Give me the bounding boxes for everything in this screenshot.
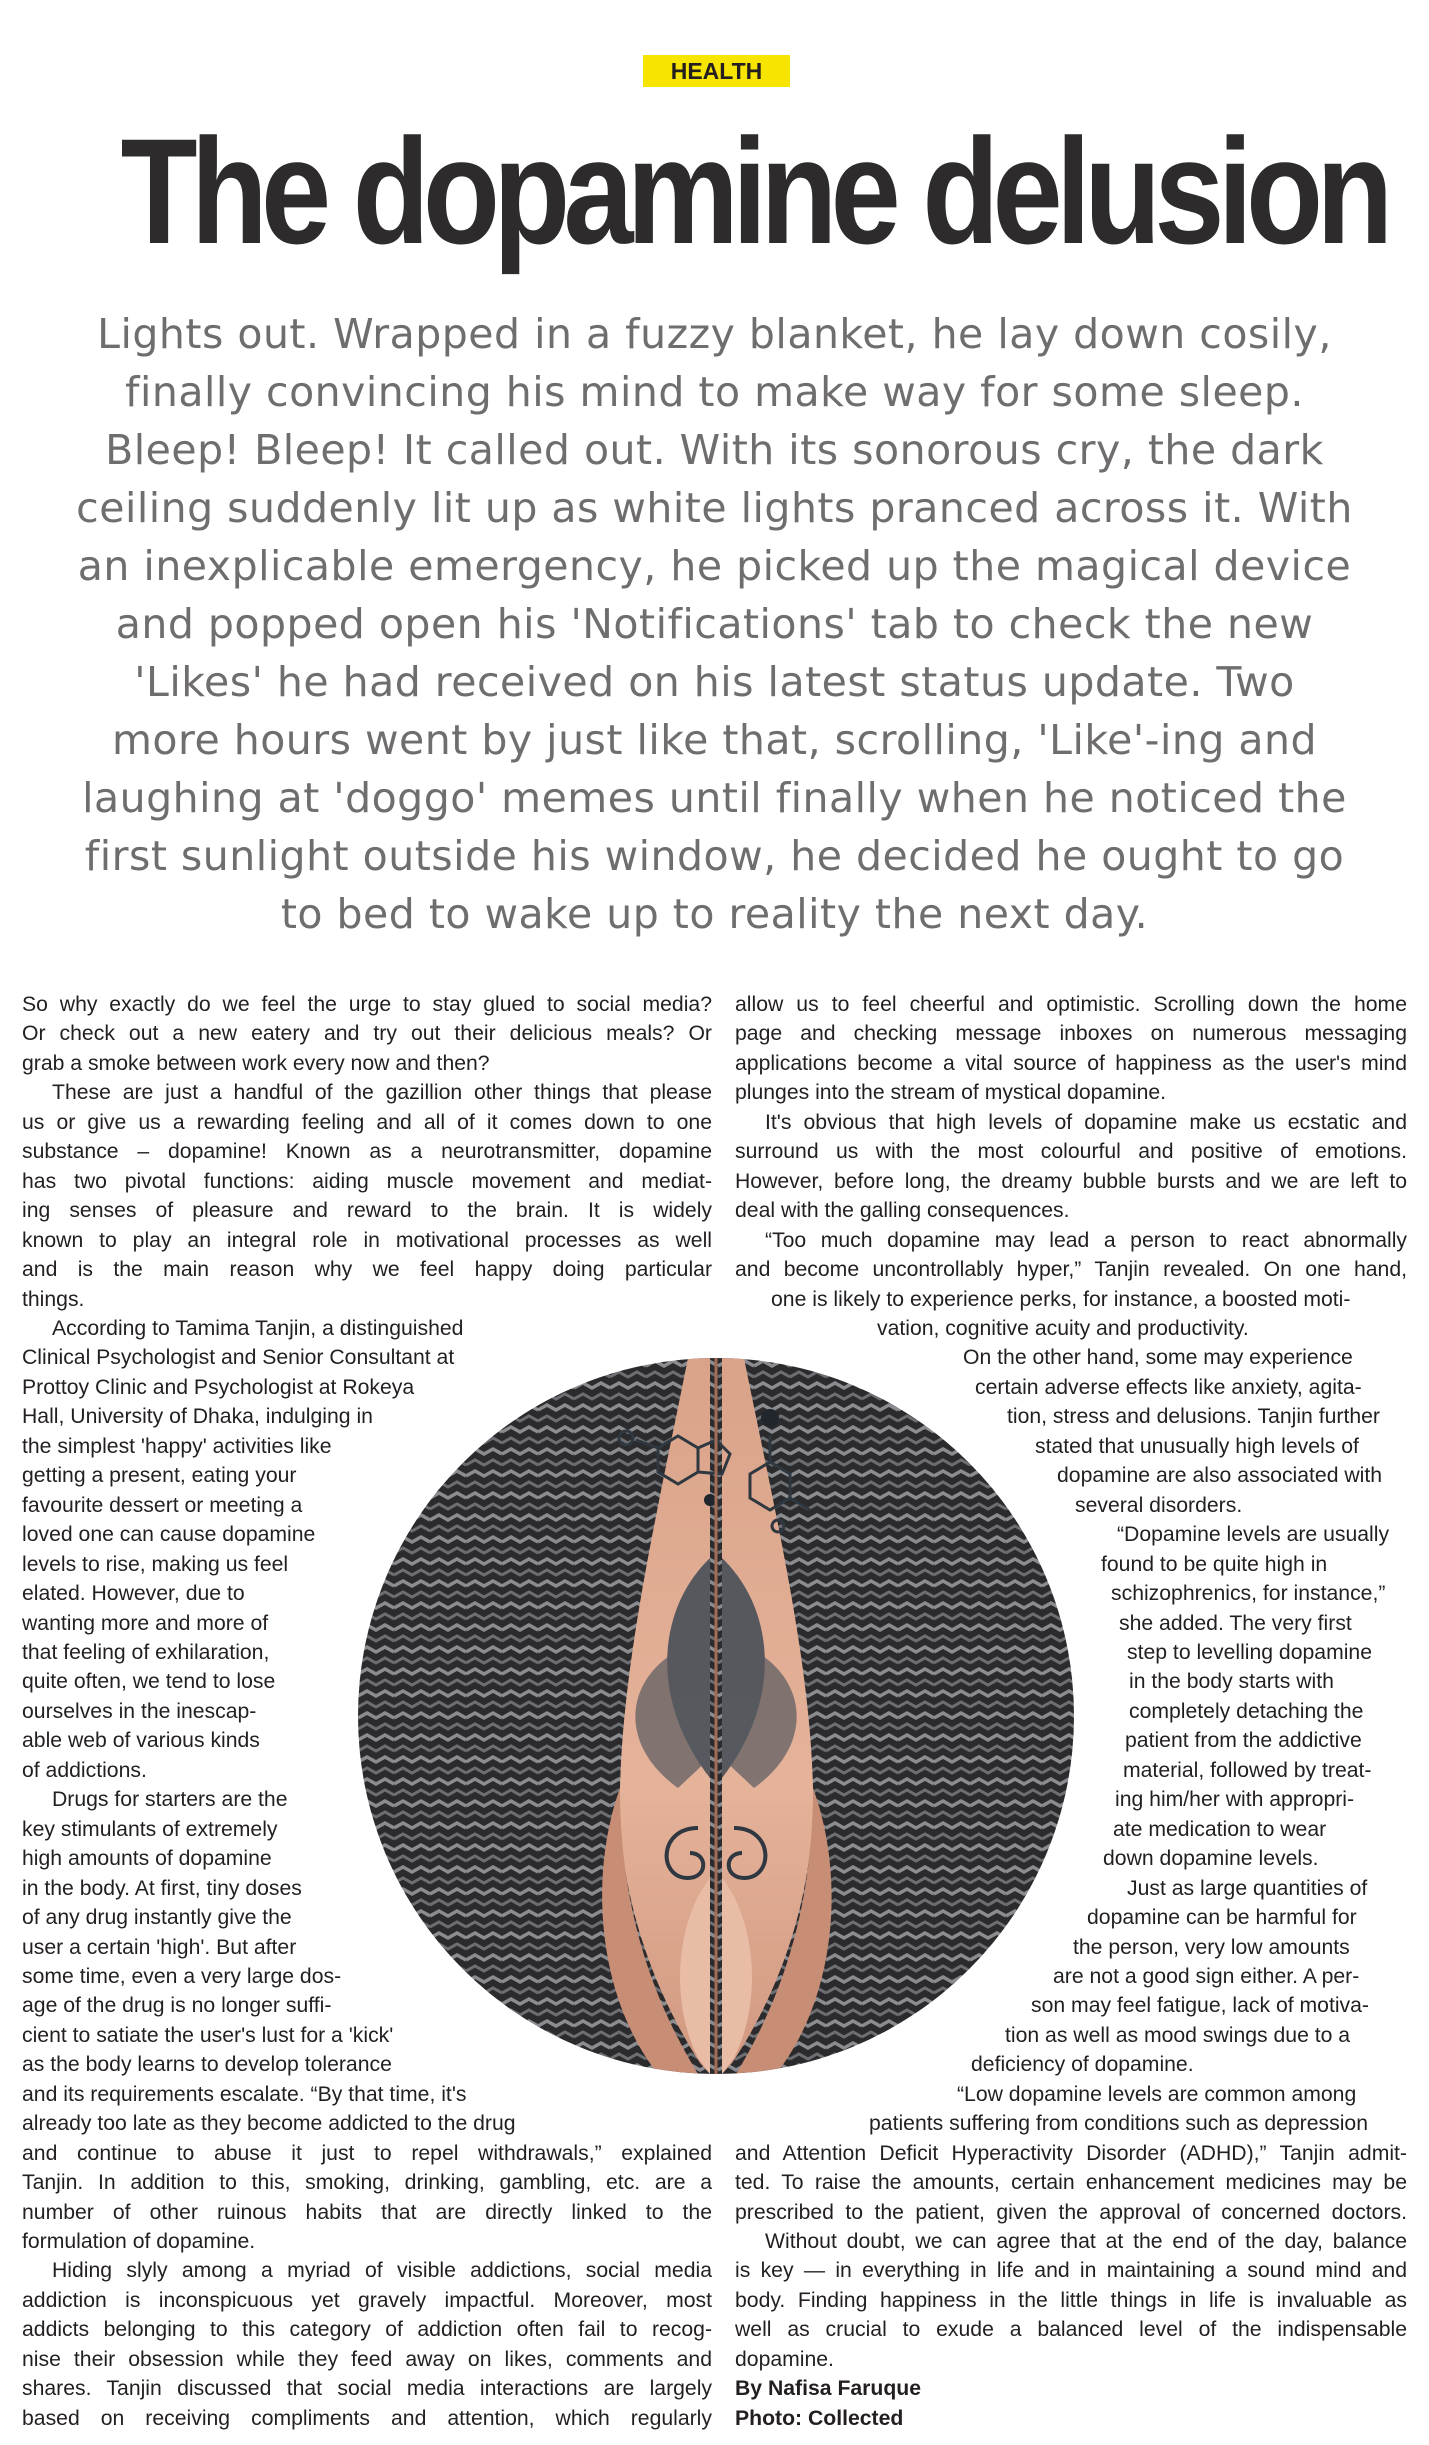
- body-line: she added. The very first: [1119, 1611, 1352, 1635]
- body-line: that feeling of exhilaration,: [22, 1640, 270, 1664]
- body-line: son may feel fatigue, lack of motiva-: [1031, 1994, 1369, 2018]
- body-line: the simplest 'happy' activities like: [22, 1434, 332, 1458]
- byline: By Nafisa Faruque: [735, 2377, 922, 2401]
- body-line: and continue to abuse it just to repel withdrawals,” explained: [22, 2141, 712, 2165]
- body-line: “Low dopamine levels are common among: [957, 2082, 1357, 2106]
- right-column: [735, 990, 1407, 2433]
- intro-line: 'Likes' he had received on his latest status update. Two: [134, 658, 1295, 706]
- body-line: known to play an integral role in motivational processes as well: [22, 1228, 712, 1252]
- intro-line: ceiling suddenly lit up as white lights pranced across it. With: [76, 484, 1353, 532]
- body-line: step to levelling dopamine: [1127, 1640, 1372, 1664]
- body-line: vation, cognitive acuity and productivity.: [877, 1316, 1249, 1340]
- body-line: These are just a handful of the gazillion other things that please: [52, 1081, 712, 1105]
- body-line: key stimulants of extremely: [22, 1817, 278, 1841]
- body-line: page and checking message inboxes on numerous messaging: [735, 1022, 1407, 1046]
- body-line: It's obvious that high levels of dopamine make us ecstatic and: [765, 1110, 1407, 1134]
- body-line: and its requirements escalate. “By that time, it's: [22, 2082, 467, 2106]
- body-line: the person, very low amounts: [1073, 1935, 1350, 1959]
- body-line: wanting more and more of: [22, 1611, 269, 1635]
- body-line: high amounts of dopamine: [22, 1847, 272, 1871]
- body-line: material, followed by treat-: [1123, 1758, 1372, 1782]
- body-line: deal with the galling consequences.: [735, 1199, 1070, 1223]
- body-line: Tanjin. In addition to this, smoking, drinking, gambling, etc. are a: [22, 2171, 712, 2195]
- body-line: plunges into the stream of mystical dopamine.: [735, 1081, 1167, 1105]
- body-line: getting a present, eating your: [22, 1464, 297, 1488]
- body-line: and Attention Deficit Hyperactivity Disorder (ADHD),” Tanjin admit-: [735, 2141, 1407, 2165]
- body-line: Hall, University of Dhaka, indulging in: [22, 1405, 373, 1429]
- body-line: are not a good sign either. A per-: [1053, 1964, 1360, 1988]
- body-line: schizophrenics, for instance,”: [1111, 1582, 1386, 1606]
- body-line: “Dopamine levels are usually: [1117, 1523, 1390, 1547]
- body-line: some time, even a very large dos-: [22, 1964, 342, 1988]
- body-line: dopamine are also associated with: [1057, 1464, 1383, 1488]
- body-line: deficiency of dopamine.: [971, 2053, 1194, 2077]
- body-line: addicts belonging to this category of addiction often fail to recog-: [22, 2318, 712, 2342]
- body-line: shares. Tanjin discussed that social media interactions are largely: [22, 2377, 712, 2401]
- intro-line: laughing at 'doggo' memes until finally when he noticed the: [82, 774, 1347, 822]
- body-line: addiction is inconspicuous yet gravely impactful. Moreover, most: [22, 2288, 712, 2312]
- body-line: stated that unusually high levels of: [1035, 1434, 1359, 1458]
- body-line: ate medication to wear: [1113, 1817, 1327, 1841]
- body-line: of any drug instantly give the: [22, 1906, 292, 1930]
- body-line: in the body starts with: [1129, 1670, 1334, 1694]
- body-line: things.: [22, 1287, 85, 1311]
- body-line: formulation of dopamine.: [22, 2230, 256, 2254]
- intro-line: and popped open his 'Notifications' tab to check the new: [115, 600, 1314, 648]
- body-line: number of other ruinous habits that are directly linked to the: [22, 2200, 712, 2224]
- body-line: and become uncontrollably hyper,” Tanjin revealed. On one hand,: [735, 1258, 1407, 1282]
- body-line: dopamine.: [735, 2347, 834, 2371]
- body-line: based on receiving compliments and attention, which regularly: [22, 2406, 712, 2430]
- body-line: tion as well as mood swings due to a: [1005, 2023, 1351, 2047]
- body-line: of addictions.: [22, 1758, 147, 1782]
- body-line: has two pivotal functions: aiding muscle movement and mediat-: [22, 1169, 712, 1193]
- intro-line: to bed to wake up to reality the next day.: [280, 890, 1149, 938]
- body-line: grab a smoke between work every now and then?: [22, 1051, 490, 1075]
- body-line: ted. To raise the amounts, certain enhancement medicines may be: [735, 2171, 1407, 2195]
- body-line: surround us with the most colourful and positive of emotions.: [735, 1140, 1407, 1164]
- intro-paragraph: [62, 305, 1367, 943]
- left-column: [22, 990, 712, 2433]
- body-line: tion, stress and delusions. Tanjin further: [1007, 1405, 1380, 1429]
- body-line: nise their obsession while they feed away on likes, comments and: [22, 2347, 712, 2371]
- body-line: down dopamine levels.: [1103, 1847, 1319, 1871]
- body-line: allow us to feel cheerful and optimistic. Scrolling down the home: [735, 993, 1407, 1016]
- body-line: dopamine can be harmful for: [1087, 1906, 1357, 1930]
- intro-line: more hours went by just like that, scrolling, 'Like'-ing and: [111, 716, 1318, 764]
- body-line: found to be quite high in: [1101, 1552, 1328, 1576]
- intro-line: Lights out. Wrapped in a fuzzy blanket, he lay down cosily,: [97, 310, 1332, 358]
- body-line: Clinical Psychologist and Senior Consultant at: [22, 1346, 455, 1370]
- intro-line: first sunlight outside his window, he decided he ought to go: [84, 832, 1345, 880]
- body-line: So why exactly do we feel the urge to stay glued to social media?: [22, 993, 712, 1016]
- body-line: On the other hand, some may experience: [963, 1346, 1353, 1370]
- body-line: ing him/her with appropri-: [1115, 1788, 1355, 1812]
- body-line: cient to satiate the user's lust for a 'kick': [22, 2023, 394, 2047]
- body-line: several disorders.: [1075, 1493, 1243, 1517]
- body-line: body. Finding happiness in the little things in life is invaluable as: [735, 2288, 1407, 2312]
- body-line: Or check out a new eatery and try out their delicious meals? Or: [22, 1022, 712, 1046]
- body-line: Without doubt, we can agree that at the end of the day, balance: [765, 2230, 1407, 2254]
- body-line: According to Tamima Tanjin, a distinguished: [52, 1316, 464, 1340]
- body-line: applications become a vital source of happiness as the user's mind: [735, 1051, 1407, 1075]
- body-line: able web of various kinds: [22, 1729, 260, 1753]
- body-line: substance – dopamine! Known as a neurotransmitter, dopamine: [22, 1140, 712, 1164]
- body-line: favourite dessert or meeting a: [22, 1493, 303, 1517]
- body-line: ing senses of pleasure and reward to the brain. It is widely: [22, 1199, 712, 1223]
- intro-line: Bleep! Bleep! It called out. With its sonorous cry, the dark: [105, 426, 1324, 474]
- body-line: one is likely to experience perks, for instance, a boosted moti-: [771, 1287, 1351, 1311]
- body-line: Hiding slyly among a myriad of visible addictions, social media: [52, 2259, 712, 2283]
- photo-credit: Photo: Collected: [735, 2406, 904, 2430]
- body-line: is key — in everything in life and in maintaining a sound mind and: [735, 2259, 1407, 2283]
- body-line: user a certain 'high'. But after: [22, 1935, 297, 1959]
- body-line: and is the main reason why we feel happy doing particular: [22, 1258, 712, 1282]
- body-line: age of the drug is no longer suffi-: [22, 1994, 332, 2018]
- headline: The dopamine delusion: [120, 107, 1387, 275]
- body-line: ourselves in the inescap-: [22, 1699, 257, 1723]
- body-line: in the body. At first, tiny doses: [22, 1876, 302, 1900]
- body-line: levels to rise, making us feel: [22, 1552, 289, 1576]
- body-line: elated. However, due to: [22, 1582, 245, 1606]
- body-line: patients suffering from conditions such as depression: [869, 2112, 1368, 2136]
- body-line: already too late as they become addicted to the drug: [22, 2112, 516, 2136]
- body-line: loved one can cause dopamine: [22, 1523, 316, 1547]
- body-line: quite often, we tend to lose: [22, 1670, 276, 1694]
- body-line: prescribed to the patient, given the approval of concerned doctors.: [735, 2200, 1407, 2224]
- body-line: Just as large quantities of: [1127, 1876, 1368, 1900]
- body-line: Prottoy Clinic and Psychologist at Rokeya: [22, 1375, 415, 1399]
- body-line: “Too much dopamine may lead a person to react abnormally: [765, 1228, 1407, 1252]
- body-line: as the body learns to develop tolerance: [22, 2053, 392, 2077]
- body-line: completely detaching the: [1129, 1699, 1364, 1723]
- intro-line: an inexplicable emergency, he picked up the magical device: [77, 542, 1352, 590]
- intro-line: finally convincing his mind to make way for some sleep.: [125, 368, 1304, 416]
- body-line: However, before long, the dreamy bubble bursts and we are left to: [735, 1169, 1407, 1193]
- body-line: Drugs for starters are the: [52, 1788, 288, 1812]
- body-line: certain adverse effects like anxiety, agita-: [975, 1375, 1362, 1399]
- body-line: patient from the addictive: [1125, 1729, 1362, 1753]
- section-tag: HEALTH: [643, 55, 790, 87]
- body-line: well as crucial to exude a balanced level of the indispensable: [735, 2318, 1407, 2342]
- body-line: us or give us a rewarding feeling and all of it comes down to one: [22, 1110, 712, 1134]
